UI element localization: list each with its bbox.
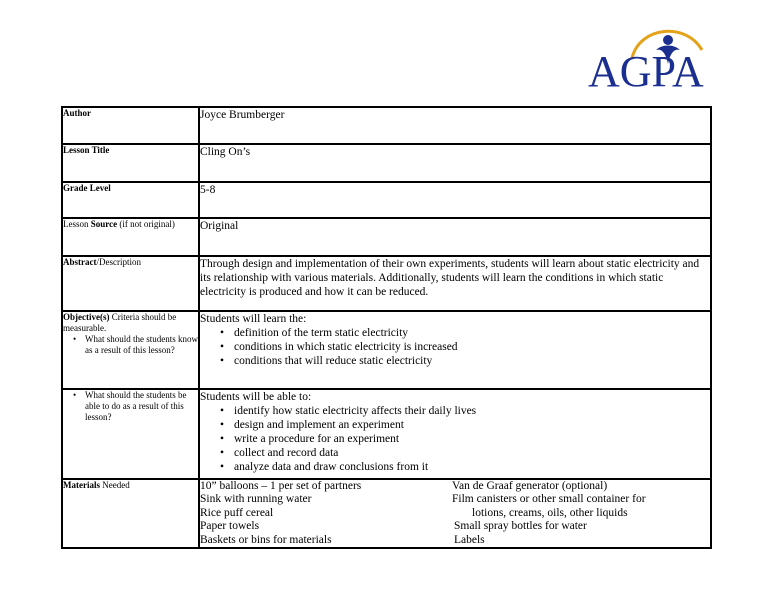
row-author [62, 107, 711, 144]
list-item: Baskets or bins for materials [200, 533, 332, 546]
list-item: • analyze data and draw conclusions from it [234, 460, 710, 474]
row-objective-do [62, 389, 711, 479]
grade-value: 5-8 [199, 182, 711, 218]
objective-know-intro: Students will learn the: [200, 313, 307, 325]
list-item: Sink with running water [200, 493, 312, 506]
list-item: • write a procedure for an experiment [234, 432, 710, 446]
materials-column-left [200, 480, 452, 547]
author-label: Author [62, 107, 199, 144]
list-item: • collect and record data [234, 446, 710, 460]
title-value: Cling On’s [199, 144, 711, 182]
agpa-logo [586, 20, 714, 92]
objective-do-value [199, 389, 711, 479]
list-item: Small spray bottles for water [454, 520, 587, 533]
objective-know-label: Objective(s) Criteria should be measurable. • What should the students know as a result of this lesson? [62, 311, 199, 389]
list-item: • identify how static electricity affects their daily lives [234, 404, 710, 418]
source-label: Lesson Source (if not original) [62, 218, 199, 256]
list-item: • design and implement an experiment [234, 418, 710, 432]
list-item: Film canisters or other small container for [452, 493, 646, 506]
svg-text:AGPA: AGPA [588, 47, 704, 92]
list-item: Van de Graaf generator (optional) [452, 480, 608, 492]
abstract-label: Abstract/Description [62, 256, 199, 311]
row-materials [62, 479, 711, 548]
lesson-plan-table [61, 106, 712, 549]
abstract-value: Through design and implementation of their own experiments, students will learn about static electricity and its relationship with various materials. Additionally, students will learn the conditions in which static electricity is produced and how it can be reduced. [199, 256, 711, 311]
objective-do-intro: Students will be able to: [200, 391, 312, 403]
list-item: 10” balloons – 1 per set of partners [200, 480, 362, 492]
list-item: Paper towels [200, 520, 260, 533]
materials-value [199, 479, 711, 548]
author-value: Joyce Brumberger [199, 107, 711, 144]
agpa-logo-graphic [586, 20, 714, 92]
row-grade [62, 182, 711, 218]
objective-know-prompt: • What should the students know as a result of this lesson? [85, 334, 198, 356]
row-objective-know [62, 311, 711, 389]
grade-label: Grade Level [62, 182, 199, 218]
list-item: lotions, creams, oils, other liquids [472, 506, 628, 519]
title-label: Lesson Title [62, 144, 199, 182]
list-item: Rice puff cereal [200, 506, 274, 519]
row-abstract [62, 256, 711, 311]
materials-column-right [452, 480, 710, 547]
list-item: • conditions that will reduce static electricity [234, 354, 710, 368]
objective-do-label [62, 389, 199, 479]
source-value: Original [199, 218, 711, 256]
row-source [62, 218, 711, 256]
list-item: • conditions in which static electricity is increased [234, 340, 710, 354]
list-item: • definition of the term static electricity [234, 326, 710, 340]
objective-know-value [199, 311, 711, 389]
materials-label: Materials Needed [62, 479, 199, 548]
list-item: Labels [454, 533, 485, 546]
row-title [62, 144, 711, 182]
objective-do-prompt: • What should the students be able to do as a result of this lesson? [85, 390, 198, 423]
